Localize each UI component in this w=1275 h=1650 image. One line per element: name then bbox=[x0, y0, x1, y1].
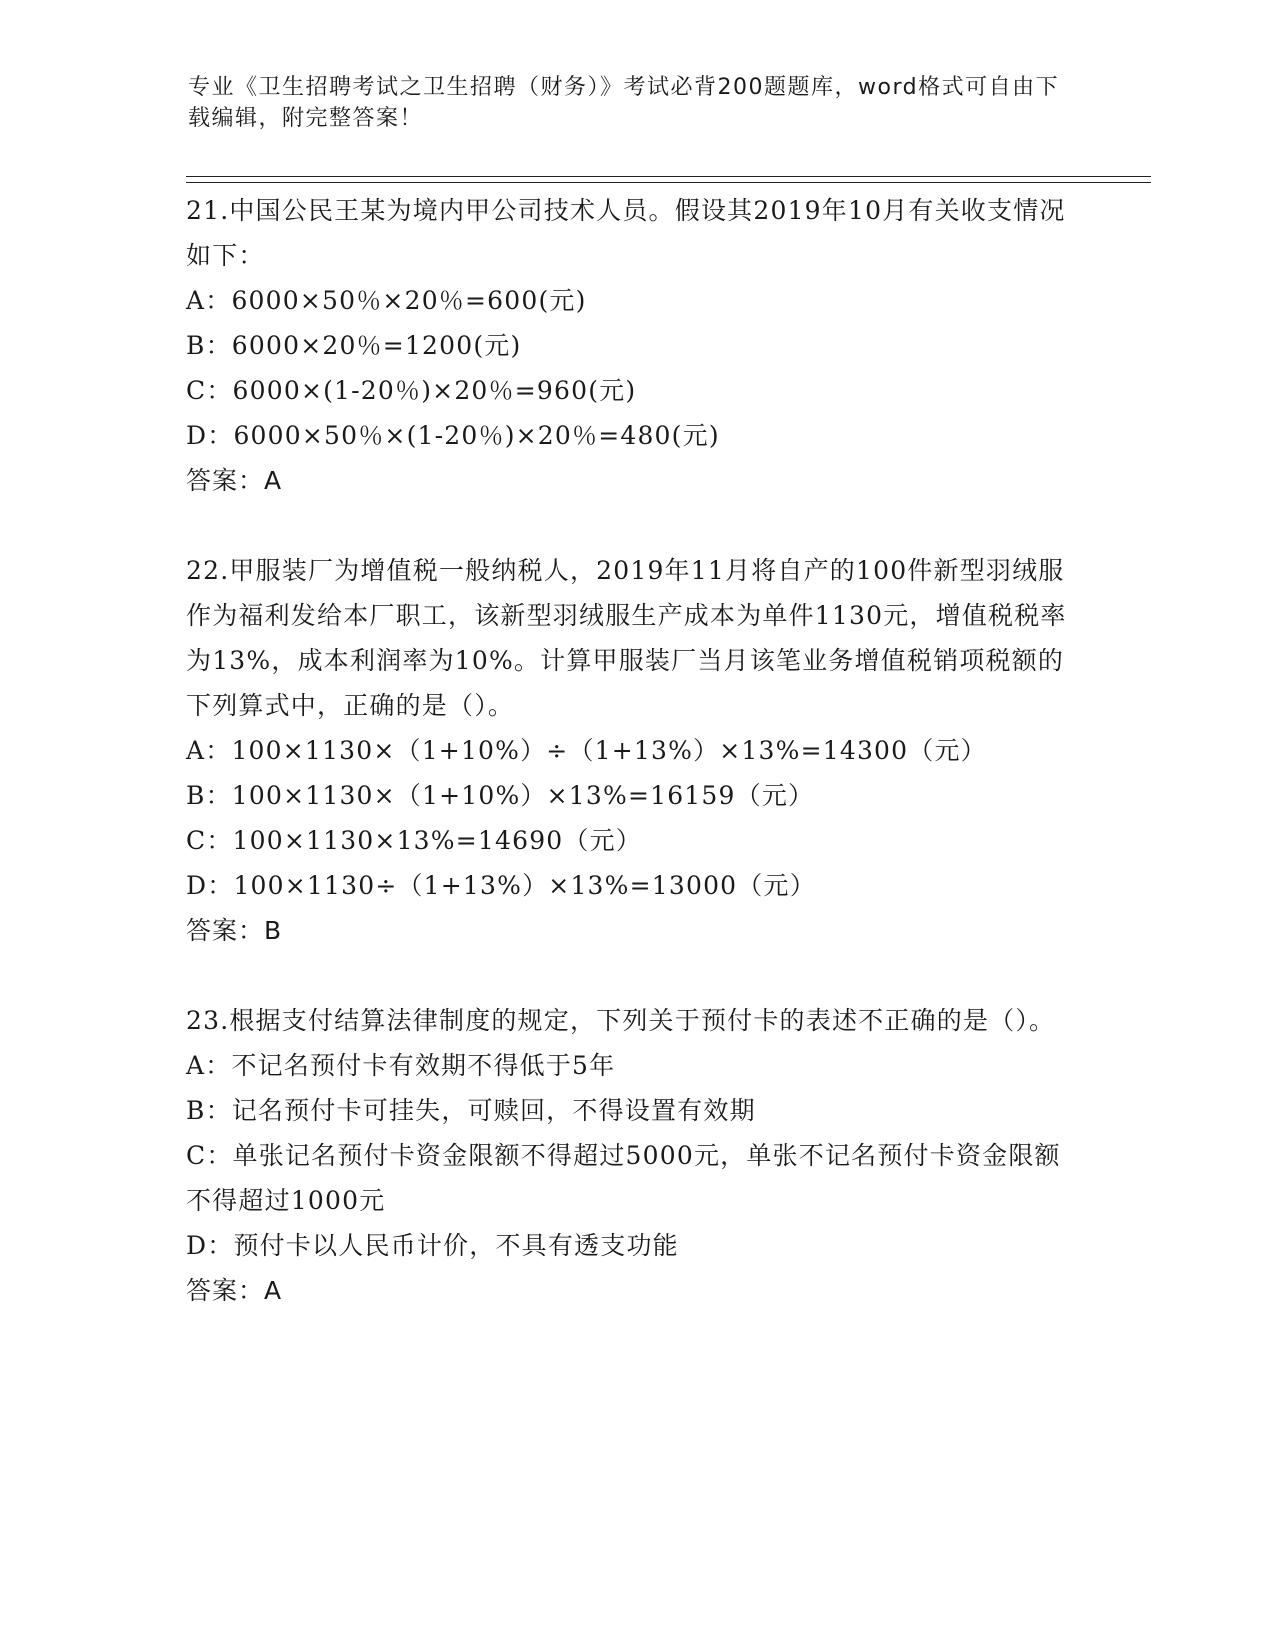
question-list bbox=[186, 188, 1086, 1313]
option-c: C：6000×(1-20％)×20％=960(元) bbox=[186, 376, 637, 405]
question-23 bbox=[186, 998, 1086, 1313]
option-a: A：100×1130×（1+10%）÷（1+13%）×13%=14300（元） bbox=[186, 736, 987, 765]
option-b: B：6000×20％=1200(元) bbox=[186, 331, 522, 360]
answer: 答案：A bbox=[186, 466, 283, 495]
header-divider-top bbox=[186, 176, 1151, 177]
question-spacer bbox=[186, 953, 1086, 998]
option-d: D：6000×50％×(1-20％)×20％=480(元) bbox=[186, 421, 720, 450]
answer: 答案：A bbox=[186, 1276, 283, 1305]
option-c: C：单张记名预付卡资金限额不得超过5000元，单张不记名预付卡资金限额不得超过1000元 bbox=[186, 1141, 1061, 1215]
option-c: C：100×1130×13%=14690（元） bbox=[186, 826, 643, 855]
question-22 bbox=[186, 548, 1086, 953]
option-d: D：100×1130÷（1+13%）×13%=13000（元） bbox=[186, 871, 816, 900]
option-a: A：6000×50％×20％=600(元) bbox=[186, 286, 587, 315]
option-b: B：记名预付卡可挂失，可赎回，不得设置有效期 bbox=[186, 1096, 756, 1125]
answer: 答案：B bbox=[186, 916, 283, 945]
option-a: A：不记名预付卡有效期不得低于5年 bbox=[186, 1051, 616, 1080]
option-d: D：预付卡以人民币计价，不具有透支功能 bbox=[186, 1231, 679, 1260]
header-divider-bottom bbox=[186, 182, 1151, 183]
question-spacer bbox=[186, 503, 1086, 548]
document-header: 专业《卫生招聘考试之卫生招聘（财务）》考试必背200题题库，word格式可自由下载编辑，附完整答案！ bbox=[188, 75, 1060, 131]
option-b: B：100×1130×（1+10%）×13%=16159（元） bbox=[186, 781, 815, 810]
question-stem: 21.中国公民王某为境内甲公司技术人员。假设其2019年10月有关收支情况如下： bbox=[186, 196, 1066, 270]
question-stem: 22.甲服装厂为增值税一般纳税人，2019年11月将自产的100件新型羽绒服作为福利发给本厂职工，该新型羽绒服生产成本为单件1130元，增值税税率为13%，成本利润率为10%。计算甲服装厂当月该笔业务增值税销项税额的下列算式中，正确的是（）。 bbox=[186, 556, 1067, 720]
question-stem: 23.根据支付结算法律制度的规定，下列关于预付卡的表述不正确的是（）。 bbox=[186, 1006, 1056, 1035]
question-21 bbox=[186, 188, 1086, 503]
